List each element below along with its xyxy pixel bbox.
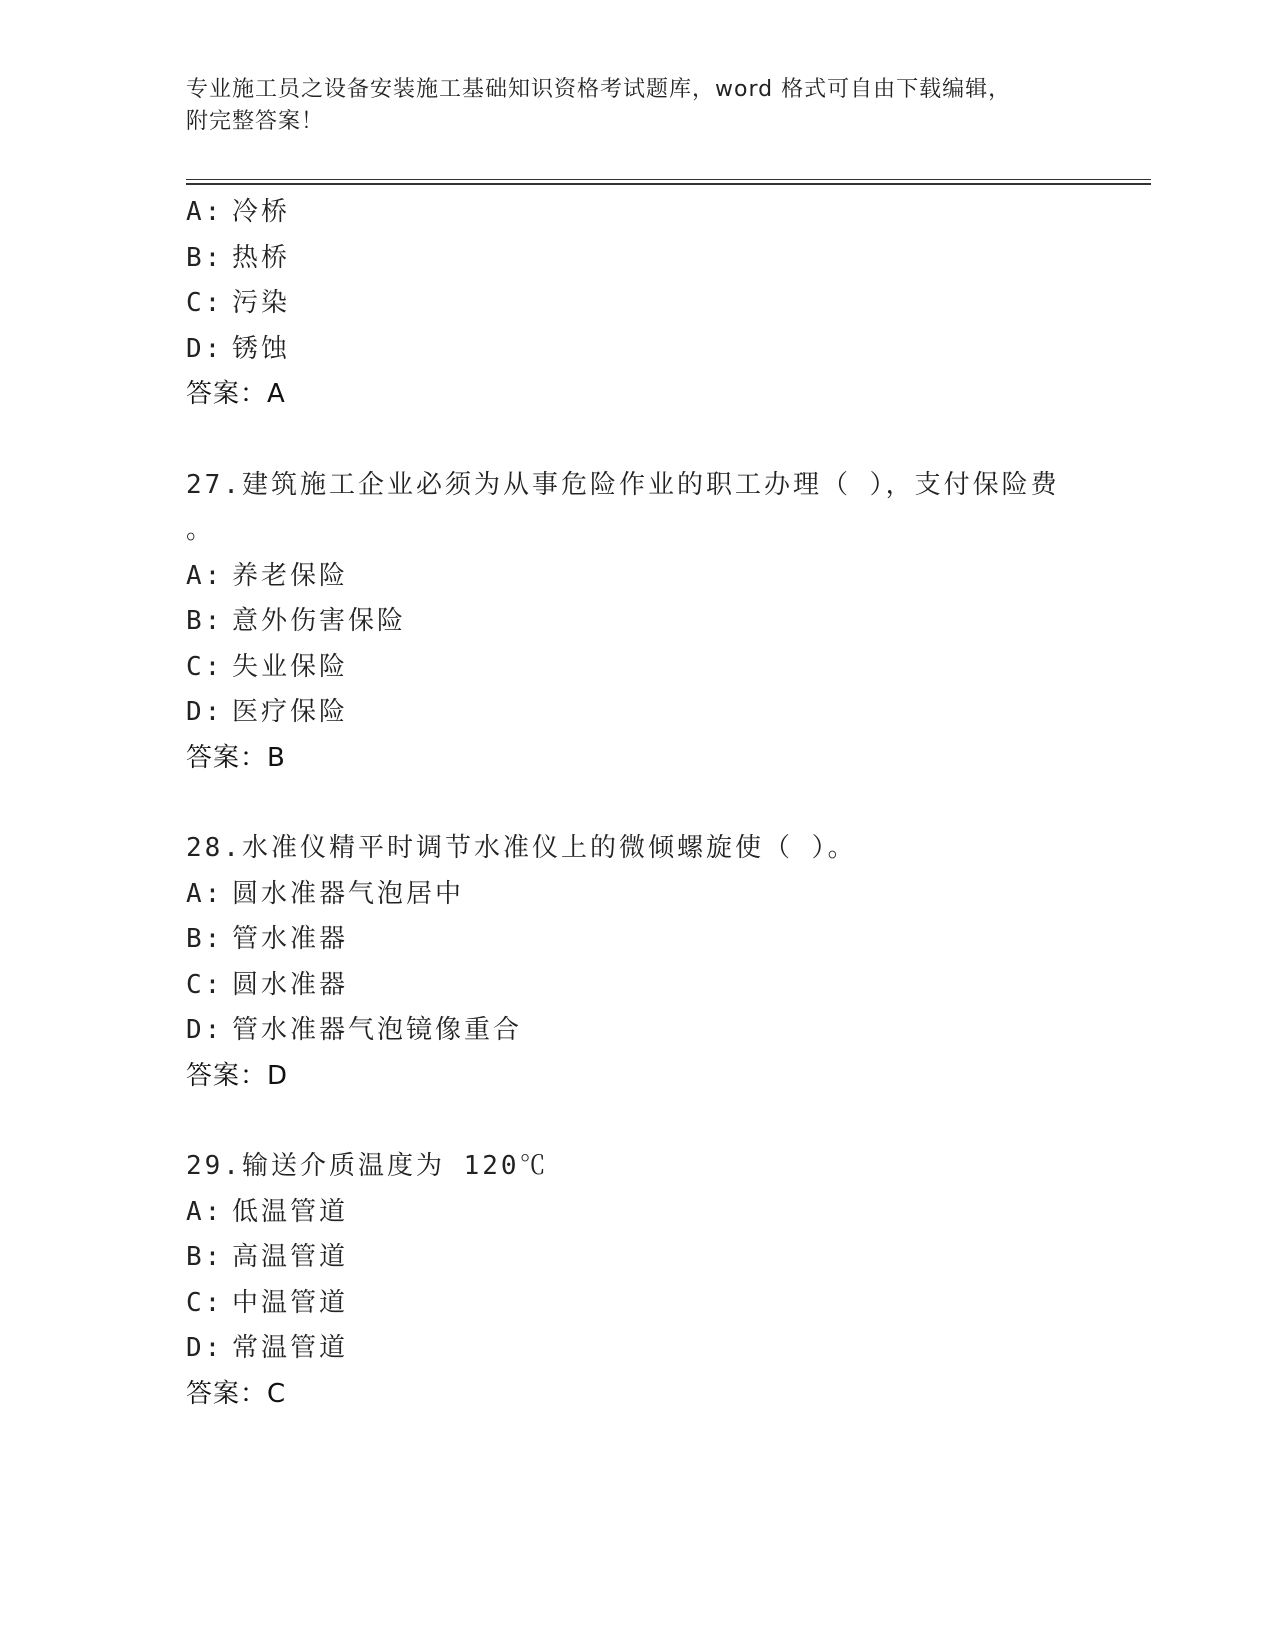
- option-key: D:: [186, 1333, 224, 1363]
- question-block-28: [186, 826, 1151, 1099]
- option-d: [186, 1326, 1151, 1372]
- document-header: [186, 74, 1086, 138]
- option-key: D:: [186, 333, 224, 364]
- question-block-29: [186, 1144, 1151, 1417]
- option-c: [186, 281, 1151, 327]
- option-c: [186, 1281, 1151, 1327]
- question-text: 29.输送介质温度为 120℃: [186, 1151, 549, 1181]
- answer-line: 答案：B: [186, 742, 286, 773]
- answer-line: 答案：C: [186, 1378, 287, 1409]
- question-block-26: [186, 190, 1151, 418]
- option-a: [186, 190, 1151, 236]
- option-c: [186, 645, 1151, 691]
- option-key: B:: [186, 1242, 224, 1272]
- header-line-2: 附完整答案！: [186, 109, 325, 134]
- option-text: 管水准器气泡镜像重合: [232, 1015, 523, 1045]
- option-key: B:: [186, 606, 224, 636]
- option-a: [186, 872, 1151, 918]
- option-text: 冷桥: [232, 197, 291, 227]
- question-text-continuation: 。: [186, 515, 216, 545]
- option-key: A:: [186, 1196, 224, 1227]
- option-key: A:: [186, 197, 224, 227]
- option-a: [186, 1190, 1151, 1236]
- option-key: D:: [186, 1015, 224, 1045]
- option-text: 中温管道: [232, 1287, 349, 1318]
- header-divider-thin: [186, 179, 1151, 180]
- option-text: 常温管道: [232, 1333, 349, 1363]
- option-b: [186, 1235, 1151, 1281]
- question-text: 28.水准仪精平时调节水准仪上的微倾螺旋使（ ）。: [186, 833, 857, 863]
- header-line-1: 专业施工员之设备安装施工基础知识资格考试题库，word 格式可自由下载编辑，: [186, 77, 1012, 102]
- option-b: [186, 917, 1151, 963]
- option-text: 失业保险: [232, 651, 349, 682]
- header-divider-thick: [186, 183, 1151, 185]
- option-text: 热桥: [232, 242, 291, 273]
- option-key: D:: [186, 697, 224, 727]
- option-text: 锈蚀: [232, 333, 291, 364]
- option-key: C:: [186, 288, 224, 318]
- option-c: [186, 963, 1151, 1009]
- option-key: C:: [186, 1287, 224, 1318]
- option-text: 圆水准器: [232, 969, 349, 1000]
- option-text: 医疗保险: [232, 697, 349, 727]
- question-block-27: [186, 463, 1151, 782]
- option-a: [186, 554, 1151, 600]
- option-text: 意外伤害保险: [232, 606, 407, 636]
- option-key: B:: [186, 242, 224, 273]
- option-text: 污染: [232, 288, 291, 318]
- option-key: C:: [186, 969, 224, 1000]
- option-b: [186, 236, 1151, 282]
- option-key: B:: [186, 924, 224, 954]
- answer-line: 答案：A: [186, 379, 286, 409]
- option-d: [186, 690, 1151, 736]
- option-key: A:: [186, 878, 224, 909]
- option-b: [186, 599, 1151, 645]
- option-text: 养老保险: [232, 560, 349, 591]
- option-text: 高温管道: [232, 1242, 349, 1272]
- answer-line: 答案：D: [186, 1060, 289, 1091]
- option-text: 圆水准器气泡居中: [232, 878, 465, 909]
- option-key: C:: [186, 651, 224, 682]
- option-key: A:: [186, 560, 224, 591]
- question-text: 27.建筑施工企业必须为从事危险作业的职工办理（ ），支付保险费: [186, 469, 1060, 500]
- question-list: [186, 190, 1151, 1417]
- option-d: [186, 327, 1151, 373]
- option-text: 低温管道: [232, 1196, 349, 1227]
- option-d: [186, 1008, 1151, 1054]
- option-text: 管水准器: [232, 924, 349, 954]
